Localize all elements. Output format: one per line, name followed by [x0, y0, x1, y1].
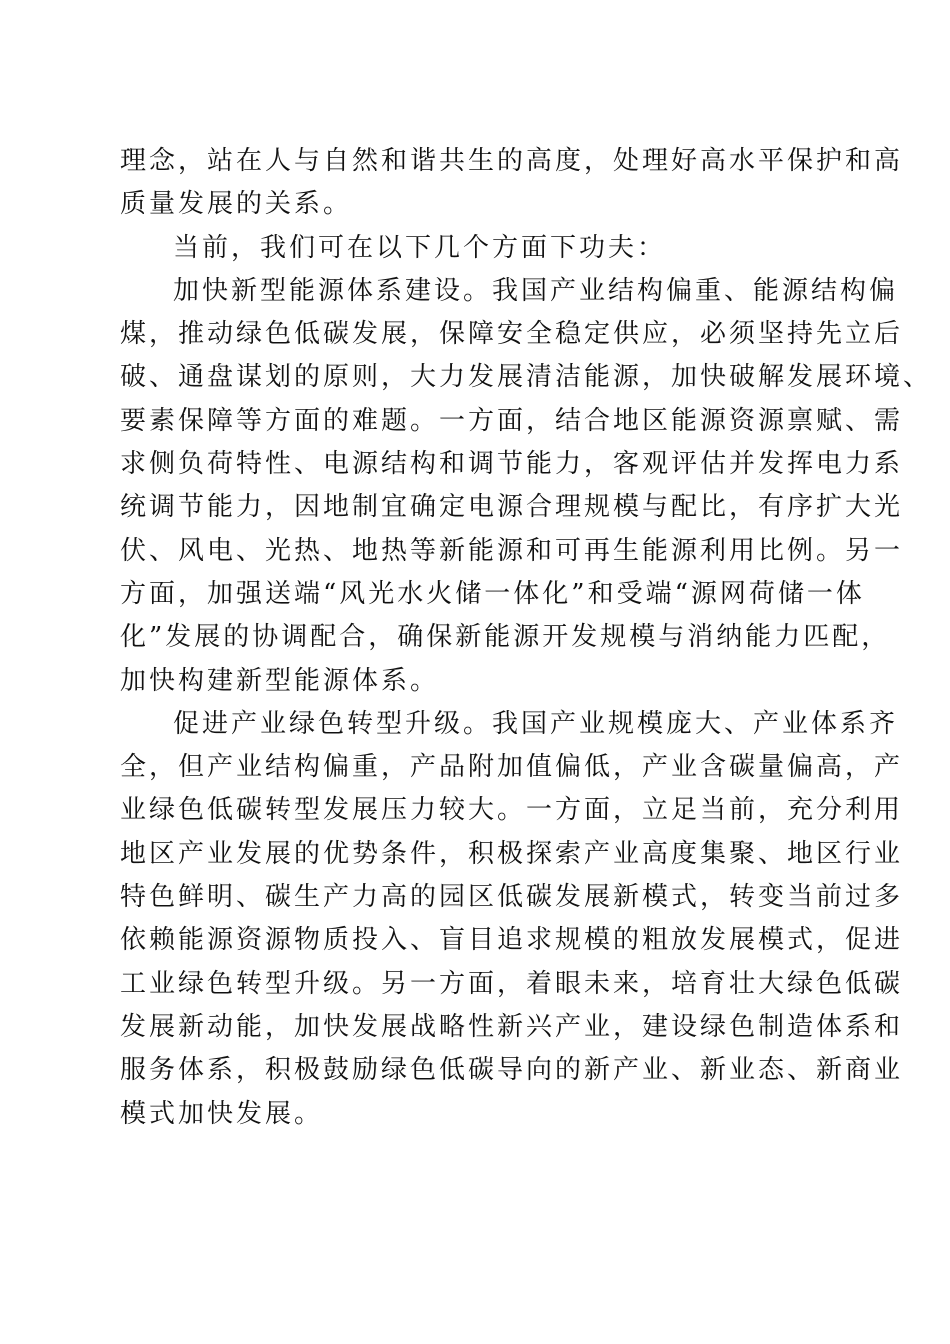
text-line: 质量发展的关系。	[120, 189, 353, 220]
text-line: 破、通盘谋划的原则，大力发展清洁能源，加快破解发展环境、	[120, 362, 933, 393]
text-line: 理念，站在人与自然和谐共生的高度，处理好高水平保护和高	[120, 146, 904, 176]
body-text	[120, 140, 933, 1136]
text-line: 发展新动能，加快发展战略性新兴产业，建设绿色制造体系和	[120, 1011, 904, 1042]
text-line: 地区产业发展的优势条件，积极探索产业高度集聚、地区行业	[120, 838, 904, 869]
text-line: 要素保障等方面的难题。一方面，结合地区能源资源禀赋、需	[120, 405, 904, 436]
text-line: 加快构建新型能源体系。	[120, 665, 440, 696]
text-line: 依赖能源资源物质投入、盲目追求规模的粗放发展模式，促进	[120, 925, 904, 956]
text-line: 伏、风电、光热、地热等新能源和可再生能源利用比例。另一	[120, 535, 904, 566]
text-line: 求侧负荷特性、电源结构和调节能力，客观评估并发挥电力系	[120, 449, 904, 480]
text-line: 工业绿色转型升级。另一方面，着眼未来，培育壮大绿色低碳	[120, 968, 904, 999]
text-line: 煤，推动绿色低碳发展，保障安全稳定供应，必须坚持先立后	[120, 319, 904, 350]
text-line: 统调节能力，因地制宜确定电源合理规模与配比，有序扩大光	[120, 492, 904, 523]
text-line: 化”发展的协调配合，确保新能源开发规模与消纳能力匹配，	[120, 622, 891, 653]
text-line: 全，但产业结构偏重，产品附加值偏低，产业含碳量偏高，产	[120, 752, 904, 783]
text-line: 模式加快发展。	[120, 1098, 324, 1129]
paragraph-heading-energy: 加快新型能源体系建设。我国产业结构偏重、能源结构偏	[173, 275, 899, 306]
text-line: 特色鲜明、碳生产力高的园区低碳发展新模式，转变当前过多	[120, 882, 904, 913]
text-line: 服务体系，积极鼓励绿色低碳导向的新产业、新业态、新商业	[120, 1055, 904, 1086]
text-line: 业绿色低碳转型发展压力较大。一方面，立足当前，充分利用	[120, 795, 904, 826]
text-line: 方面，加强送端“风光水火储一体化”和受端“源网荷储一体	[120, 578, 865, 609]
paragraph-heading-industry: 促进产业绿色转型升级。我国产业规模庞大、产业体系齐	[173, 708, 899, 739]
paragraph-intro-line: 当前，我们可在以下几个方面下功夫：	[173, 232, 667, 263]
